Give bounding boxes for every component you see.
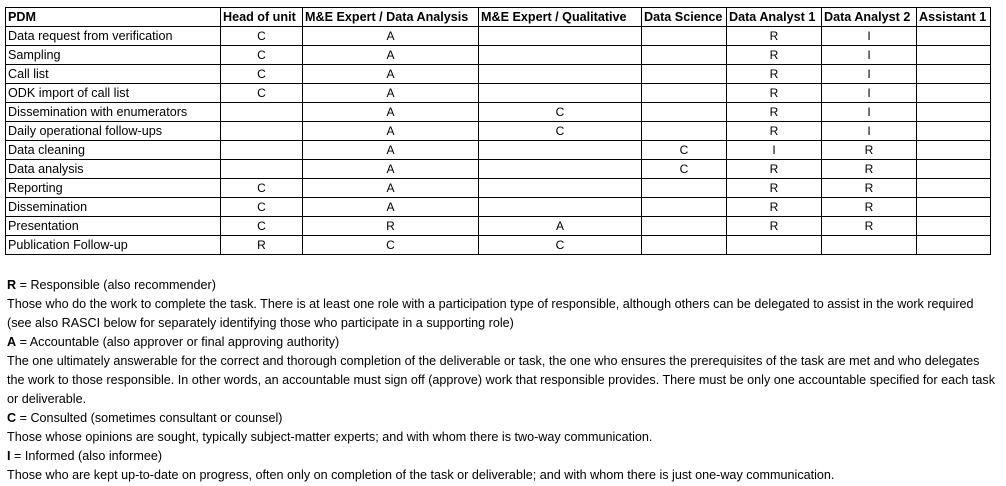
raci-cell xyxy=(917,65,991,84)
raci-cell: A xyxy=(303,46,479,65)
raci-cell: A xyxy=(303,122,479,141)
raci-cell: R xyxy=(727,27,822,46)
table-row xyxy=(6,84,991,103)
raci-cell: I xyxy=(727,141,822,160)
raci-cell xyxy=(917,84,991,103)
raci-cell: C xyxy=(221,46,303,65)
raci-cell: A xyxy=(303,141,479,160)
table-row xyxy=(6,198,991,217)
raci-cell xyxy=(479,160,642,179)
raci-cell xyxy=(727,236,822,255)
raci-cell: R xyxy=(727,84,822,103)
raci-cell xyxy=(917,103,991,122)
raci-matrix-table xyxy=(5,7,991,255)
raci-cell xyxy=(642,179,727,198)
task-cell: Data analysis xyxy=(6,160,221,179)
raci-cell: R xyxy=(221,236,303,255)
legend-role-letter: C xyxy=(7,411,17,425)
raci-cell: R xyxy=(727,198,822,217)
raci-cell xyxy=(221,160,303,179)
raci-cell xyxy=(221,141,303,160)
raci-legend xyxy=(7,276,997,485)
raci-cell xyxy=(642,236,727,255)
column-header-data-analyst-1: Data Analyst 1 xyxy=(727,8,822,27)
legend-role-name: = Consulted (sometimes consultant or counsel) xyxy=(16,411,283,425)
task-cell: Sampling xyxy=(6,46,221,65)
raci-cell: R xyxy=(822,160,917,179)
raci-cell xyxy=(642,217,727,236)
table-header-row xyxy=(6,8,991,27)
task-cell: Dissemination with enumerators xyxy=(6,103,221,122)
raci-cell: R xyxy=(822,141,917,160)
legend-role-letter: I xyxy=(7,449,11,463)
raci-cell: I xyxy=(822,84,917,103)
raci-cell: A xyxy=(479,217,642,236)
raci-cell xyxy=(822,236,917,255)
raci-cell xyxy=(479,198,642,217)
table-row xyxy=(6,179,991,198)
raci-cell: R xyxy=(727,103,822,122)
column-header-me-data-analysis: M&E Expert / Data Analysis xyxy=(303,8,479,27)
table-row xyxy=(6,46,991,65)
raci-cell: C xyxy=(221,179,303,198)
raci-cell: C xyxy=(303,236,479,255)
legend-role-title xyxy=(7,276,997,295)
raci-cell: C xyxy=(221,84,303,103)
raci-cell: R xyxy=(727,160,822,179)
raci-cell xyxy=(917,141,991,160)
legend-role-description: Those who are kept up-to-date on progress, often only on completion of the task or deliverable; and with whom there is just one-way communication. xyxy=(7,468,835,482)
raci-cell: C xyxy=(479,122,642,141)
table-row xyxy=(6,27,991,46)
legend-role-title xyxy=(7,333,997,352)
raci-cell xyxy=(642,27,727,46)
raci-cell xyxy=(642,65,727,84)
task-cell: Reporting xyxy=(6,179,221,198)
table-row xyxy=(6,160,991,179)
raci-cell: C xyxy=(221,217,303,236)
column-header-pdm: PDM xyxy=(6,8,221,27)
raci-cell: A xyxy=(303,179,479,198)
task-cell: Data request from verification xyxy=(6,27,221,46)
raci-cell: C xyxy=(221,65,303,84)
raci-cell: C xyxy=(642,141,727,160)
raci-cell: A xyxy=(303,65,479,84)
raci-cell xyxy=(479,179,642,198)
legend-role-description: Those whose opinions are sought, typically subject-matter experts; and with whom there is two-way communication. xyxy=(7,430,653,444)
raci-cell xyxy=(917,236,991,255)
raci-cell xyxy=(642,46,727,65)
legend-role-description: The one ultimately answerable for the correct and thorough completion of the deliverable or task, the one who ensures the prerequisites of the task are met and who delegates the work to those responsible. In other words, an accountable must sign off (approve) work that responsible provides. There must be only one accountable specified for each task or deliverable. xyxy=(7,354,995,406)
column-header-assistant-1: Assistant 1 xyxy=(917,8,991,27)
task-cell: Call list xyxy=(6,65,221,84)
legend-role-name: = Responsible (also recommender) xyxy=(16,278,216,292)
raci-cell: R xyxy=(727,46,822,65)
raci-cell xyxy=(642,122,727,141)
raci-cell xyxy=(479,27,642,46)
table-row xyxy=(6,122,991,141)
raci-cell: R xyxy=(822,179,917,198)
raci-cell: R xyxy=(303,217,479,236)
raci-cell: I xyxy=(822,65,917,84)
raci-cell: R xyxy=(727,179,822,198)
task-cell: ODK import of call list xyxy=(6,84,221,103)
legend-role-description: Those who do the work to complete the task. There is at least one role with a participation type of responsible, although others can be delegated to assist in the work required (see also RASCI below for separately identifying those who participate in a supporting role) xyxy=(7,297,974,330)
raci-cell xyxy=(221,103,303,122)
raci-cell: R xyxy=(727,217,822,236)
raci-cell xyxy=(917,160,991,179)
task-cell: Dissemination xyxy=(6,198,221,217)
table-body xyxy=(6,27,991,255)
raci-cell: A xyxy=(303,160,479,179)
column-header-data-analyst-2: Data Analyst 2 xyxy=(822,8,917,27)
task-cell: Publication Follow-up xyxy=(6,236,221,255)
raci-cell xyxy=(917,198,991,217)
table-row xyxy=(6,236,991,255)
raci-cell xyxy=(479,141,642,160)
task-cell: Data cleaning xyxy=(6,141,221,160)
legend-role-letter: A xyxy=(7,335,17,349)
raci-cell: A xyxy=(303,27,479,46)
legend-role-title xyxy=(7,409,997,428)
legend-role-name: = Accountable (also approver or final approving authority) xyxy=(16,335,340,349)
raci-cell xyxy=(221,122,303,141)
raci-cell xyxy=(917,217,991,236)
raci-cell: C xyxy=(479,236,642,255)
table-row xyxy=(6,141,991,160)
raci-cell: I xyxy=(822,46,917,65)
raci-cell: R xyxy=(822,198,917,217)
column-header-me-qualitative: M&E Expert / Qualitative xyxy=(479,8,642,27)
raci-cell xyxy=(642,84,727,103)
legend-role-letter: R xyxy=(7,278,17,292)
raci-cell: A xyxy=(303,103,479,122)
raci-cell xyxy=(479,84,642,103)
raci-cell: A xyxy=(303,198,479,217)
raci-cell: C xyxy=(221,198,303,217)
raci-cell xyxy=(917,122,991,141)
legend-role-title xyxy=(7,447,997,466)
raci-cell: C xyxy=(642,160,727,179)
raci-cell xyxy=(642,103,727,122)
raci-cell: R xyxy=(727,65,822,84)
task-cell: Daily operational follow-ups xyxy=(6,122,221,141)
raci-cell xyxy=(479,65,642,84)
raci-cell: I xyxy=(822,122,917,141)
raci-cell: R xyxy=(727,122,822,141)
raci-cell: A xyxy=(303,84,479,103)
column-header-head-of-unit: Head of unit xyxy=(221,8,303,27)
raci-cell: R xyxy=(822,217,917,236)
raci-cell xyxy=(479,46,642,65)
raci-cell xyxy=(917,27,991,46)
table-row xyxy=(6,103,991,122)
legend-role-name: = Informed (also informee) xyxy=(10,449,163,463)
raci-cell: I xyxy=(822,27,917,46)
raci-cell: C xyxy=(479,103,642,122)
raci-cell: I xyxy=(822,103,917,122)
raci-cell xyxy=(917,46,991,65)
table-row xyxy=(6,217,991,236)
table-row xyxy=(6,65,991,84)
raci-cell: C xyxy=(221,27,303,46)
task-cell: Presentation xyxy=(6,217,221,236)
raci-cell xyxy=(917,179,991,198)
column-header-data-science: Data Science xyxy=(642,8,727,27)
raci-cell xyxy=(642,198,727,217)
